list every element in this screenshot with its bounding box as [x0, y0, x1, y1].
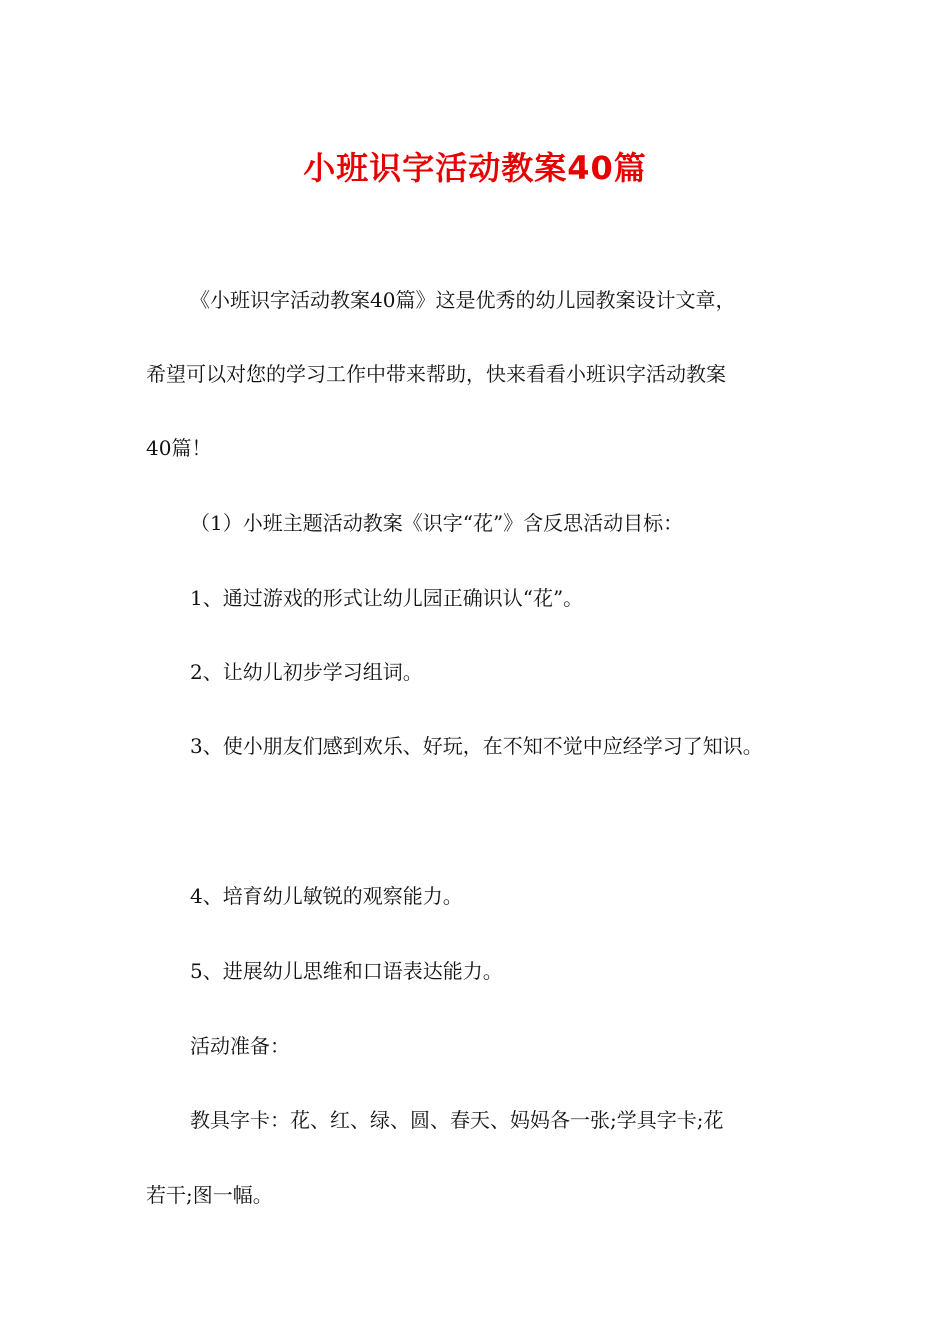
goal-item: 5、进展幼儿思维和口语表达能力。: [190, 959, 503, 983]
prep-line-2: 若干;图一幅。: [146, 1183, 273, 1207]
section-heading: （1）小班主题活动教案《识字“花”》含反思活动目标：: [190, 511, 684, 535]
intro-line-2: 希望可以对您的学习工作中带来帮助，快来看看小班识字活动教案: [146, 362, 726, 386]
goal-item: 4、培育幼儿敏锐的观察能力。: [190, 884, 463, 908]
intro-line-1: 《小班识字活动教案40篇》这是优秀的幼儿园教案设计文章，: [190, 288, 736, 312]
document-title: 小班识字活动教案40篇: [303, 149, 647, 187]
prep-line-1: 教具字卡：花、红、绿、圆、春天、妈妈各一张;学具字卡;花: [190, 1108, 724, 1132]
goal-item: 3、使小朋友们感到欢乐、好玩，在不知不觉中应经学习了知识。: [190, 734, 763, 758]
prep-heading: 活动准备：: [190, 1034, 290, 1058]
intro-line-3: 40篇！: [146, 436, 212, 460]
goal-item: 2、让幼儿初步学习组词。: [190, 660, 423, 684]
goal-item: 1、通过游戏的形式让幼儿园正确识认“花”。: [190, 586, 584, 610]
